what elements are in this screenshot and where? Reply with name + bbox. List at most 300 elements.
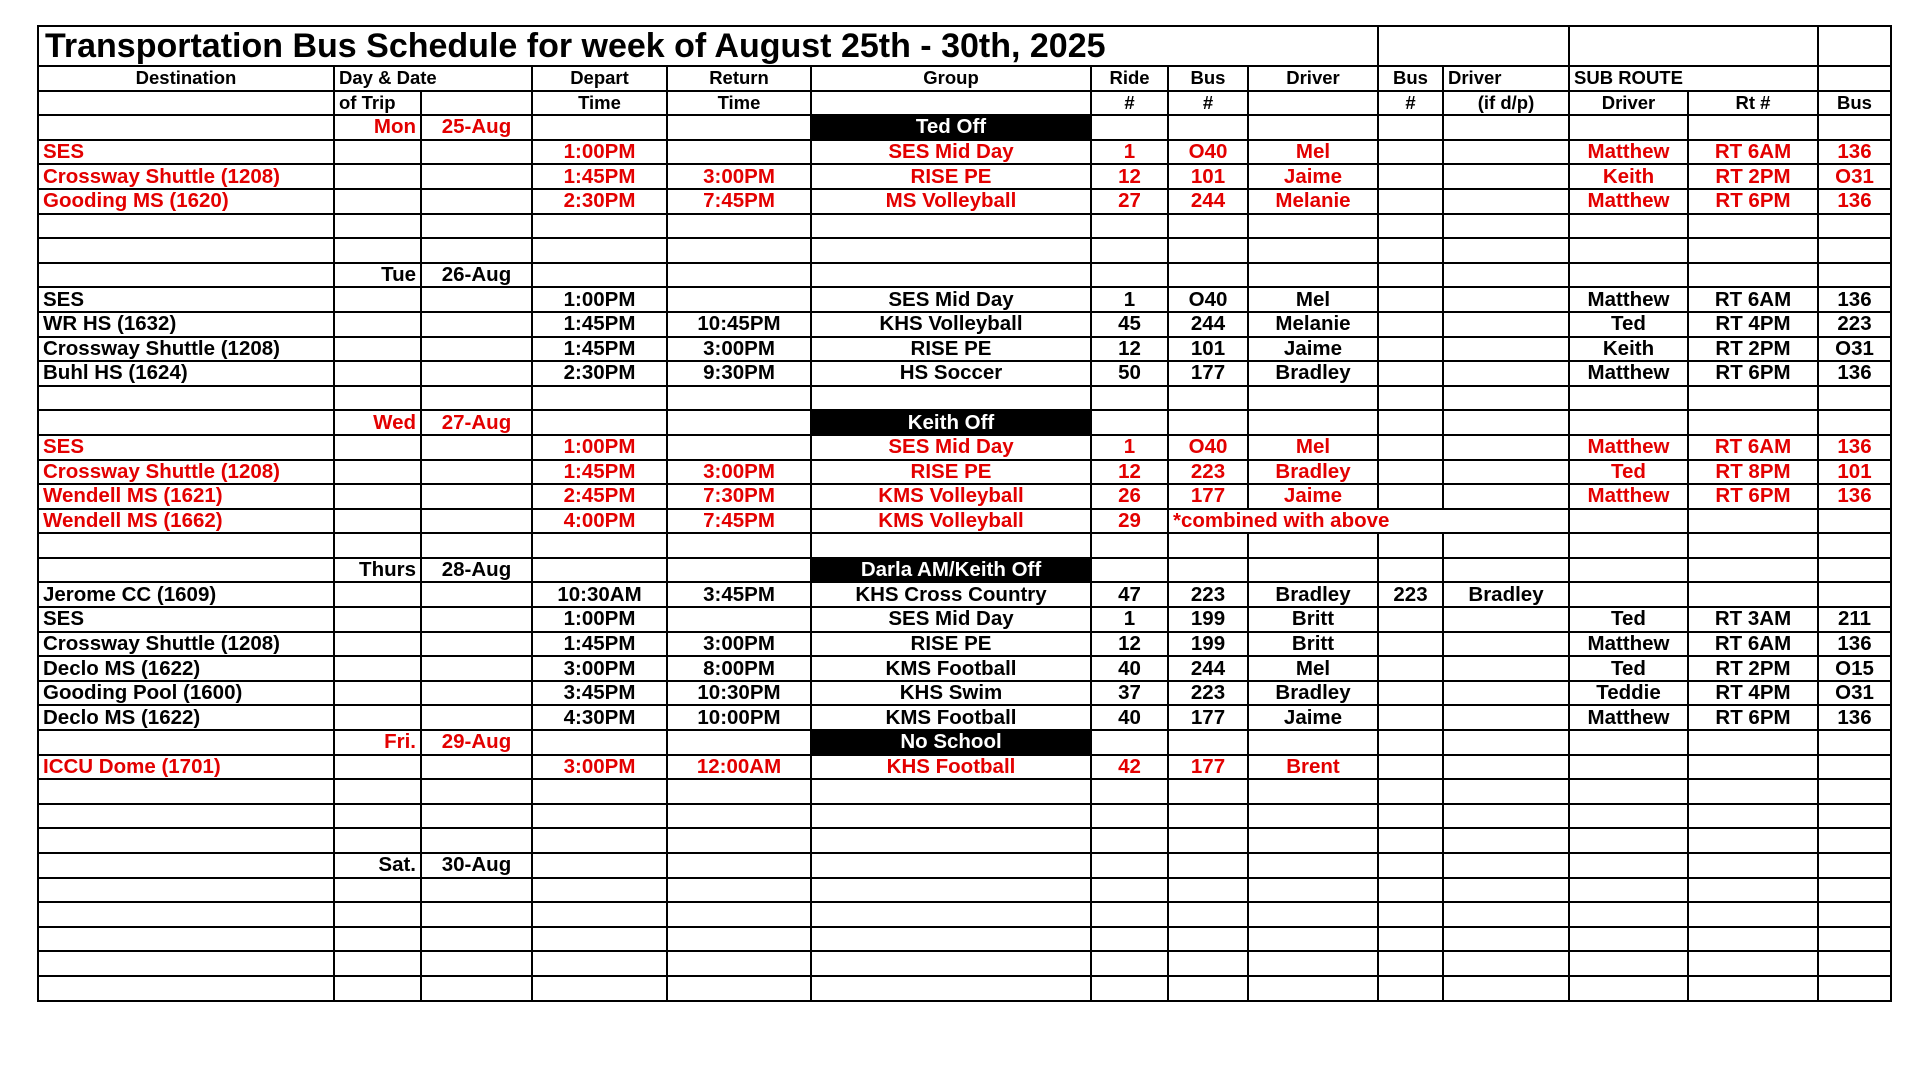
- driver-cell: Jaime: [1248, 337, 1378, 362]
- group-cell: [811, 779, 1091, 804]
- sub-driver-cell: Matthew: [1569, 484, 1688, 509]
- sub-driver-cell: Matthew: [1569, 435, 1688, 460]
- sub-driver-cell: Ted: [1569, 460, 1688, 485]
- destination-cell: Gooding MS (1620): [38, 189, 334, 214]
- destination-cell: [38, 878, 334, 903]
- driver-2-cell: [1443, 558, 1569, 583]
- sub-route-cell: [1688, 509, 1818, 534]
- driver-2-cell: [1443, 927, 1569, 952]
- depart-time-cell: [532, 238, 667, 263]
- bus-number-cell: 223: [1168, 460, 1248, 485]
- trip-row: [38, 632, 1891, 657]
- depart-time-cell: [532, 730, 667, 755]
- sub-bus-cell: [1818, 976, 1891, 1001]
- bus-2-cell: [1378, 927, 1443, 952]
- return-time-cell: 7:30PM: [667, 484, 811, 509]
- sub-driver-cell: [1569, 902, 1688, 927]
- sub-driver-cell: Keith: [1569, 164, 1688, 189]
- group-cell: [811, 951, 1091, 976]
- empty-row: [38, 533, 1891, 558]
- bus-number-cell: 199: [1168, 607, 1248, 632]
- date-cell: [421, 632, 532, 657]
- day-off-banner: No School: [811, 730, 1091, 755]
- day-cell: [334, 705, 421, 730]
- return-time-cell: [667, 115, 811, 140]
- sub-driver-cell: Teddie: [1569, 681, 1688, 706]
- combined-note: *combined with above: [1168, 509, 1569, 534]
- driver-2-cell: [1443, 705, 1569, 730]
- return-time-cell: 3:00PM: [667, 632, 811, 657]
- ride-number-cell: [1091, 410, 1168, 435]
- day-cell: [334, 755, 421, 780]
- depart-time-cell: [532, 115, 667, 140]
- return-time-cell: 3:45PM: [667, 582, 811, 607]
- group-cell: KMS Football: [811, 656, 1091, 681]
- driver-cell: Jaime: [1248, 164, 1378, 189]
- bus-number-cell: 199: [1168, 632, 1248, 657]
- date-cell: [421, 509, 532, 534]
- day-row: [38, 730, 1891, 755]
- sub-route-cell: [1688, 853, 1818, 878]
- sub-driver-cell: [1569, 951, 1688, 976]
- destination-cell: Crossway Shuttle (1208): [38, 164, 334, 189]
- bus-2-cell: [1378, 755, 1443, 780]
- sub-bus-cell: 136: [1818, 435, 1891, 460]
- driver-cell: Bradley: [1248, 681, 1378, 706]
- return-time-cell: [667, 214, 811, 239]
- driver-2-cell: [1443, 681, 1569, 706]
- driver-cell: [1248, 951, 1378, 976]
- header-ride: Ride: [1091, 66, 1168, 91]
- group-cell: [811, 902, 1091, 927]
- return-time-cell: [667, 140, 811, 165]
- bus-number-cell: [1168, 410, 1248, 435]
- sub-driver-cell: Ted: [1569, 607, 1688, 632]
- destination-cell: Buhl HS (1624): [38, 361, 334, 386]
- return-time-cell: 8:00PM: [667, 656, 811, 681]
- depart-time-cell: [532, 214, 667, 239]
- bus-2-cell: [1378, 435, 1443, 460]
- empty-cell: [1248, 91, 1378, 116]
- trip-row: [38, 164, 1891, 189]
- destination-cell: Declo MS (1622): [38, 656, 334, 681]
- sub-bus-cell: 136: [1818, 287, 1891, 312]
- group-cell: [811, 804, 1091, 829]
- driver-2-cell: [1443, 853, 1569, 878]
- destination-cell: [38, 558, 334, 583]
- depart-time-cell: [532, 878, 667, 903]
- schedule-title: Transportation Bus Schedule for week of August 25th - 30th, 2025: [38, 26, 1378, 66]
- depart-time-cell: 2:30PM: [532, 361, 667, 386]
- sub-bus-cell: O15: [1818, 656, 1891, 681]
- header-row-2: [38, 91, 1891, 116]
- driver-cell: Britt: [1248, 607, 1378, 632]
- empty-cell: [1569, 26, 1818, 66]
- driver-cell: [1248, 730, 1378, 755]
- bus-2-cell: [1378, 681, 1443, 706]
- destination-cell: SES: [38, 287, 334, 312]
- sub-route-cell: [1688, 804, 1818, 829]
- driver-cell: Jaime: [1248, 705, 1378, 730]
- depart-time-cell: 1:00PM: [532, 140, 667, 165]
- sub-route-cell: RT 8PM: [1688, 460, 1818, 485]
- driver-cell: Mel: [1248, 435, 1378, 460]
- bus-2-cell: [1378, 730, 1443, 755]
- date-cell: 30-Aug: [421, 853, 532, 878]
- sub-route-cell: RT 6PM: [1688, 484, 1818, 509]
- date-cell: [421, 902, 532, 927]
- group-cell: RISE PE: [811, 460, 1091, 485]
- day-cell: [334, 238, 421, 263]
- sub-route-cell: [1688, 238, 1818, 263]
- bus-2-cell: [1378, 312, 1443, 337]
- ride-number-cell: 42: [1091, 755, 1168, 780]
- bus-2-cell: [1378, 484, 1443, 509]
- driver-2-cell: [1443, 804, 1569, 829]
- bus-number-cell: 177: [1168, 484, 1248, 509]
- destination-cell: [38, 853, 334, 878]
- sub-route-cell: [1688, 878, 1818, 903]
- destination-cell: [38, 214, 334, 239]
- sub-bus-cell: 211: [1818, 607, 1891, 632]
- header-return: Return: [667, 66, 811, 91]
- driver-2-cell: [1443, 951, 1569, 976]
- bus-2-cell: [1378, 828, 1443, 853]
- day-cell: [334, 214, 421, 239]
- return-time-cell: [667, 730, 811, 755]
- day-cell: [334, 361, 421, 386]
- driver-2-cell: [1443, 976, 1569, 1001]
- driver-2-cell: [1443, 386, 1569, 411]
- date-cell: [421, 238, 532, 263]
- date-cell: [421, 435, 532, 460]
- date-cell: [421, 140, 532, 165]
- return-time-cell: 10:45PM: [667, 312, 811, 337]
- driver-2-cell: [1443, 410, 1569, 435]
- driver-cell: Jaime: [1248, 484, 1378, 509]
- date-cell: [421, 460, 532, 485]
- ride-number-cell: 29: [1091, 509, 1168, 534]
- destination-cell: Crossway Shuttle (1208): [38, 632, 334, 657]
- bus-2-cell: [1378, 140, 1443, 165]
- sub-bus-cell: [1818, 509, 1891, 534]
- sub-route-cell: [1688, 951, 1818, 976]
- day-cell: [334, 927, 421, 952]
- bus-2-cell: [1378, 607, 1443, 632]
- driver-2-cell: [1443, 779, 1569, 804]
- date-cell: 29-Aug: [421, 730, 532, 755]
- sub-route-cell: [1688, 214, 1818, 239]
- date-cell: [421, 164, 532, 189]
- header-sub-rt: Rt #: [1688, 91, 1818, 116]
- empty-row: [38, 804, 1891, 829]
- bus-number-cell: 177: [1168, 361, 1248, 386]
- sub-route-cell: RT 2PM: [1688, 337, 1818, 362]
- return-time-cell: [667, 804, 811, 829]
- empty-row: [38, 951, 1891, 976]
- day-cell: Tue: [334, 263, 421, 288]
- driver-2-cell: [1443, 287, 1569, 312]
- sub-bus-cell: [1818, 951, 1891, 976]
- date-cell: [421, 312, 532, 337]
- sub-driver-cell: Ted: [1569, 312, 1688, 337]
- sub-route-cell: [1688, 410, 1818, 435]
- day-off-banner: Keith Off: [811, 410, 1091, 435]
- ride-number-cell: 40: [1091, 656, 1168, 681]
- return-time-cell: 12:00AM: [667, 755, 811, 780]
- group-cell: KMS Volleyball: [811, 484, 1091, 509]
- return-time-cell: 3:00PM: [667, 164, 811, 189]
- driver-cell: [1248, 976, 1378, 1001]
- sub-driver-cell: [1569, 779, 1688, 804]
- destination-cell: Crossway Shuttle (1208): [38, 337, 334, 362]
- ride-number-cell: [1091, 115, 1168, 140]
- trip-row: [38, 484, 1891, 509]
- group-cell: [811, 214, 1091, 239]
- destination-cell: [38, 238, 334, 263]
- sub-driver-cell: Matthew: [1569, 189, 1688, 214]
- empty-cell: [1818, 26, 1891, 66]
- ride-number-cell: [1091, 730, 1168, 755]
- sub-driver-cell: [1569, 386, 1688, 411]
- sub-bus-cell: [1818, 263, 1891, 288]
- ride-number-cell: [1091, 263, 1168, 288]
- driver-2-cell: [1443, 460, 1569, 485]
- sub-route-cell: RT 2PM: [1688, 656, 1818, 681]
- group-cell: [811, 238, 1091, 263]
- ride-number-cell: [1091, 878, 1168, 903]
- destination-cell: [38, 902, 334, 927]
- ride-number-cell: 1: [1091, 607, 1168, 632]
- group-cell: [811, 976, 1091, 1001]
- day-cell: Thurs: [334, 558, 421, 583]
- header-return-time: Time: [667, 91, 811, 116]
- bus-number-cell: [1168, 386, 1248, 411]
- header-depart: Depart: [532, 66, 667, 91]
- group-cell: KHS Football: [811, 755, 1091, 780]
- trip-row: [38, 607, 1891, 632]
- day-cell: [334, 435, 421, 460]
- depart-time-cell: 3:00PM: [532, 755, 667, 780]
- bus-2-cell: [1378, 337, 1443, 362]
- ride-number-cell: [1091, 951, 1168, 976]
- group-cell: [811, 853, 1091, 878]
- group-cell: [811, 386, 1091, 411]
- date-cell: [421, 361, 532, 386]
- date-cell: [421, 386, 532, 411]
- bus-2-cell: [1378, 189, 1443, 214]
- sub-bus-cell: O31: [1818, 681, 1891, 706]
- empty-row: [38, 214, 1891, 239]
- sub-route-cell: [1688, 755, 1818, 780]
- ride-number-cell: 37: [1091, 681, 1168, 706]
- sub-bus-cell: [1818, 730, 1891, 755]
- bus-2-cell: [1378, 164, 1443, 189]
- sub-bus-cell: [1818, 902, 1891, 927]
- group-cell: SES Mid Day: [811, 287, 1091, 312]
- driver-2-cell: [1443, 164, 1569, 189]
- sub-driver-cell: [1569, 976, 1688, 1001]
- sub-route-cell: [1688, 902, 1818, 927]
- return-time-cell: [667, 435, 811, 460]
- empty-cell: [1378, 26, 1569, 66]
- group-cell: RISE PE: [811, 337, 1091, 362]
- return-time-cell: [667, 410, 811, 435]
- sub-bus-cell: 101: [1818, 460, 1891, 485]
- bus-number-cell: [1168, 927, 1248, 952]
- depart-time-cell: [532, 558, 667, 583]
- depart-time-cell: [532, 951, 667, 976]
- sub-route-cell: RT 3AM: [1688, 607, 1818, 632]
- driver-2-cell: [1443, 607, 1569, 632]
- return-time-cell: [667, 386, 811, 411]
- sub-route-cell: RT 4PM: [1688, 681, 1818, 706]
- sub-route-cell: RT 6PM: [1688, 189, 1818, 214]
- sub-bus-cell: 136: [1818, 632, 1891, 657]
- bus-number-cell: [1168, 976, 1248, 1001]
- group-cell: SES Mid Day: [811, 607, 1091, 632]
- sub-bus-cell: O31: [1818, 164, 1891, 189]
- group-cell: [811, 927, 1091, 952]
- group-cell: [811, 878, 1091, 903]
- group-cell: RISE PE: [811, 164, 1091, 189]
- sub-driver-cell: [1569, 115, 1688, 140]
- destination-cell: [38, 779, 334, 804]
- driver-cell: [1248, 410, 1378, 435]
- destination-cell: [38, 386, 334, 411]
- return-time-cell: 10:00PM: [667, 705, 811, 730]
- empty-cell: [38, 91, 334, 116]
- driver-cell: Britt: [1248, 632, 1378, 657]
- ride-number-cell: 27: [1091, 189, 1168, 214]
- driver-cell: [1248, 238, 1378, 263]
- day-cell: [334, 582, 421, 607]
- driver-2-cell: [1443, 533, 1569, 558]
- trip-row: [38, 287, 1891, 312]
- trip-row: [38, 361, 1891, 386]
- header-bus-2: Bus: [1378, 66, 1443, 91]
- destination-cell: [38, 976, 334, 1001]
- header-bus: Bus: [1168, 66, 1248, 91]
- trip-row: [38, 582, 1891, 607]
- header-destination: Destination: [38, 66, 334, 91]
- driver-cell: [1248, 386, 1378, 411]
- bus-2-cell: [1378, 779, 1443, 804]
- bus-number-cell: 244: [1168, 656, 1248, 681]
- bus-2-cell: [1378, 853, 1443, 878]
- return-time-cell: 9:30PM: [667, 361, 811, 386]
- depart-time-cell: [532, 927, 667, 952]
- driver-2-cell: [1443, 263, 1569, 288]
- ride-number-cell: 1: [1091, 287, 1168, 312]
- day-cell: [334, 140, 421, 165]
- trip-row: [38, 681, 1891, 706]
- sub-driver-cell: [1569, 410, 1688, 435]
- header-sub-bus: Bus: [1818, 91, 1891, 116]
- driver-2-cell: [1443, 140, 1569, 165]
- ride-number-cell: [1091, 238, 1168, 263]
- sub-bus-cell: [1818, 214, 1891, 239]
- bus-number-cell: 223: [1168, 582, 1248, 607]
- sub-route-cell: [1688, 558, 1818, 583]
- date-cell: [421, 755, 532, 780]
- ride-number-cell: 12: [1091, 460, 1168, 485]
- depart-time-cell: 10:30AM: [532, 582, 667, 607]
- sub-bus-cell: 223: [1818, 312, 1891, 337]
- bus-number-cell: 223: [1168, 681, 1248, 706]
- ride-number-cell: 1: [1091, 140, 1168, 165]
- day-cell: Mon: [334, 115, 421, 140]
- day-cell: Fri.: [334, 730, 421, 755]
- sub-route-cell: [1688, 263, 1818, 288]
- date-cell: [421, 779, 532, 804]
- sub-bus-cell: 136: [1818, 189, 1891, 214]
- sub-route-cell: [1688, 828, 1818, 853]
- driver-cell: [1248, 878, 1378, 903]
- header-sub-driver: Driver: [1569, 91, 1688, 116]
- depart-time-cell: 1:45PM: [532, 164, 667, 189]
- day-cell: [334, 656, 421, 681]
- ride-number-cell: [1091, 214, 1168, 239]
- return-time-cell: [667, 951, 811, 976]
- destination-cell: SES: [38, 435, 334, 460]
- sub-route-cell: [1688, 927, 1818, 952]
- driver-2-cell: [1443, 755, 1569, 780]
- return-time-cell: 7:45PM: [667, 509, 811, 534]
- destination-cell: [38, 263, 334, 288]
- destination-cell: [38, 951, 334, 976]
- bus-2-cell: [1378, 878, 1443, 903]
- depart-time-cell: 3:00PM: [532, 656, 667, 681]
- empty-cell: [421, 91, 532, 116]
- day-cell: [334, 484, 421, 509]
- destination-cell: [38, 410, 334, 435]
- driver-2-cell: [1443, 828, 1569, 853]
- sub-driver-cell: Ted: [1569, 656, 1688, 681]
- date-cell: [421, 582, 532, 607]
- header-depart-time: Time: [532, 91, 667, 116]
- destination-cell: SES: [38, 607, 334, 632]
- sub-route-cell: [1688, 115, 1818, 140]
- day-cell: Wed: [334, 410, 421, 435]
- day-cell: [334, 828, 421, 853]
- driver-cell: Melanie: [1248, 312, 1378, 337]
- sub-driver-cell: [1569, 878, 1688, 903]
- title-row: [38, 26, 1891, 66]
- date-cell: [421, 484, 532, 509]
- driver-2-cell: [1443, 189, 1569, 214]
- bus-2-cell: [1378, 410, 1443, 435]
- day-cell: Sat.: [334, 853, 421, 878]
- header-ride-number: #: [1091, 91, 1168, 116]
- destination-cell: Gooding Pool (1600): [38, 681, 334, 706]
- sub-bus-cell: [1818, 927, 1891, 952]
- driver-cell: [1248, 804, 1378, 829]
- empty-row: [38, 976, 1891, 1001]
- driver-2-cell: [1443, 730, 1569, 755]
- bus-number-cell: [1168, 115, 1248, 140]
- sub-bus-cell: 136: [1818, 705, 1891, 730]
- depart-time-cell: 4:00PM: [532, 509, 667, 534]
- group-cell: KMS Volleyball: [811, 509, 1091, 534]
- trip-row: [38, 705, 1891, 730]
- sub-route-cell: [1688, 386, 1818, 411]
- depart-time-cell: [532, 976, 667, 1001]
- sub-driver-cell: Matthew: [1569, 140, 1688, 165]
- sub-bus-cell: 136: [1818, 140, 1891, 165]
- date-cell: [421, 681, 532, 706]
- trip-row: [38, 755, 1891, 780]
